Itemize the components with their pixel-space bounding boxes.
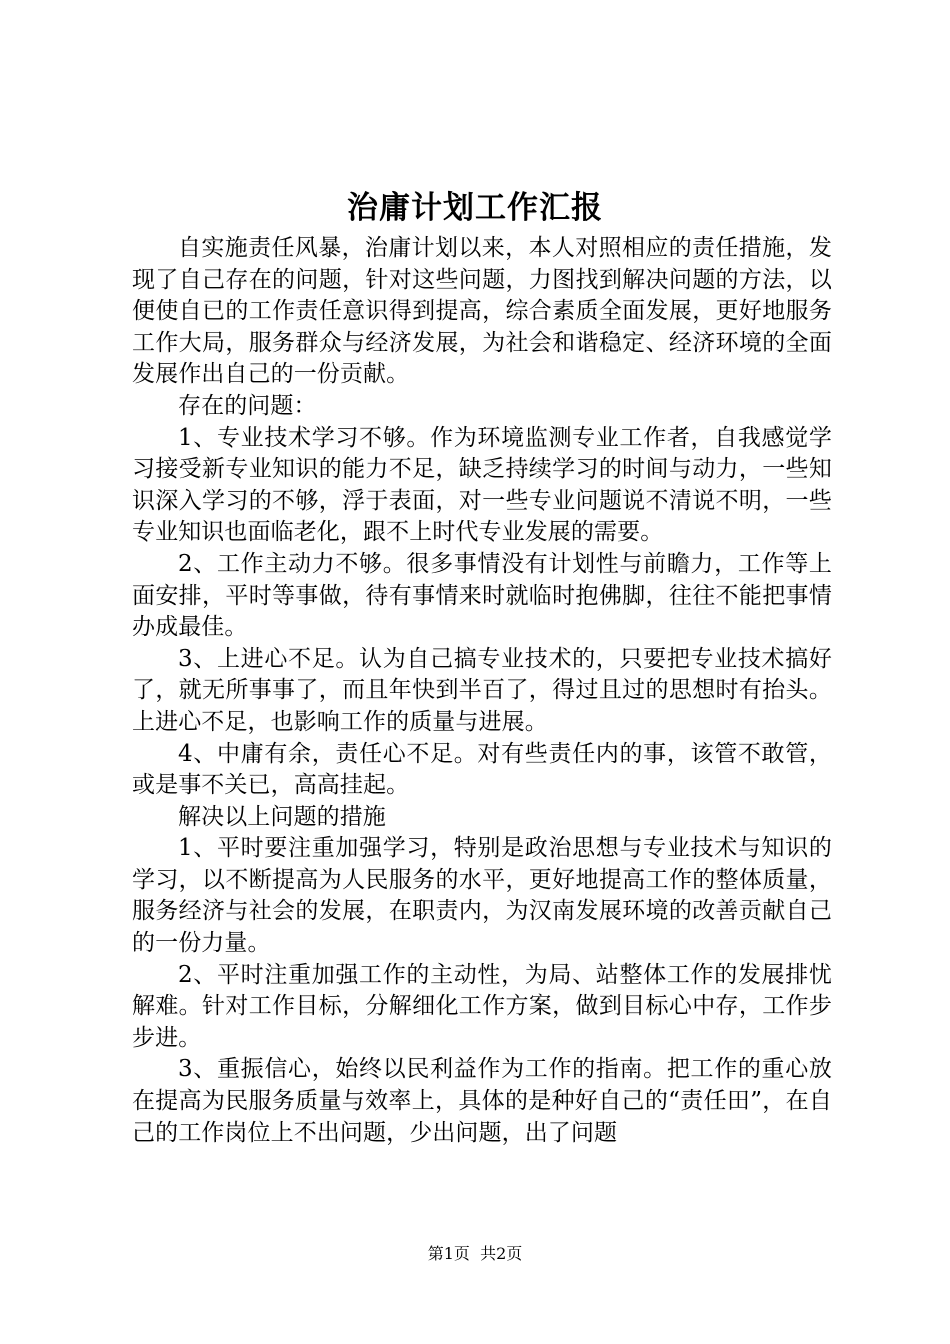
problem-item-2: 2、工作主动力不够。很多事情没有计划性与前瞻力，工作等上面安排，平时等事做，待有事情来时就临时抱佛脚，往往不能把事情办成最佳。 bbox=[132, 550, 832, 641]
measure-item-2: 2、平时注重加强工作的主动性，为局、站整体工作的发展排忧解难。针对工作目标，分解细化工作方案，做到目标心中存，工作步步进。 bbox=[132, 961, 832, 1051]
measure-item-3: 3、重振信心，始终以民利益作为工作的指南。把工作的重心放在提高为民服务质量与效率上，具体的是种好自己的“责任田”，在自己的工作岗位上不出问题，少出问题，出了问题 bbox=[132, 1056, 832, 1146]
problem-item-4: 4、中庸有余，责任心不足。对有些责任内的事，该管不敢管，或是事不关已，高高挂起。 bbox=[132, 740, 832, 799]
page-total: 共2页 bbox=[480, 1244, 523, 1263]
document-title: 治庸计划工作汇报 bbox=[347, 190, 603, 226]
section-heading-problems: 存在的问题： bbox=[178, 392, 317, 419]
problem-item-1: 1、专业技术学习不够。作为环境监测专业工作者，自我感觉学习接受新专业知识的能力不足，缺乏持续学习的时间与动力，一些知识深入学习的不够，浮于表面，对一些专业问题说不清说不明，一些专业知识也面临老化，跟不上时代专业发展的需要。 bbox=[132, 424, 832, 546]
page-footer bbox=[0, 1242, 950, 1266]
page-number: 第1页 bbox=[427, 1244, 470, 1263]
measure-item-1: 1、平时要注重加强学习，特别是政治思想与专业技术与知识的学习，以不断提高为人民服务的水平，更好地提高工作的整体质量，服务经济与社会的发展，在职责内，为汉南发展环境的改善贡献自己的一份力量。 bbox=[132, 835, 832, 957]
section-heading-measures: 解决以上问题的措施 bbox=[178, 803, 386, 830]
document-body bbox=[132, 233, 832, 1149]
intro-paragraph: 自实施责任风暴，治庸计划以来，本人对照相应的责任措施，发现了自己存在的问题，针对这些问题，力图找到解决问题的方法，以便使自已的工作责任意识得到提高，综合素质全面发展，更好地服务工作大局，服务群众与经济发展，为社会和谐稳定、经济环境的全面发展作出自己的一份贡献。 bbox=[132, 235, 832, 388]
problem-item-3: 3、上进心不足。认为自己搞专业技术的，只要把专业技术搞好了，就无所事事了，而且年快到半百了，得过且过的思想时有抬头。上进心不足，也影响工作的质量与进展。 bbox=[132, 645, 832, 735]
